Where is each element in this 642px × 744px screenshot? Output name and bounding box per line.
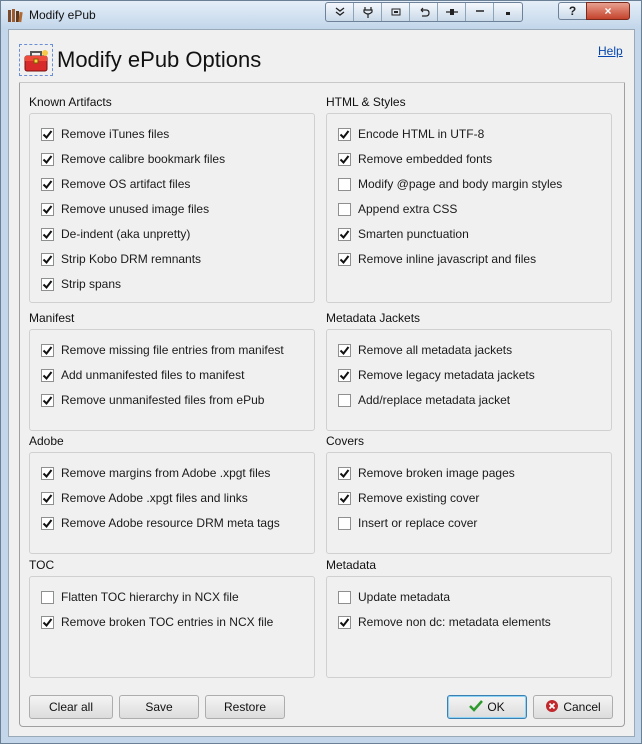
- help-question-button[interactable]: [558, 2, 586, 20]
- checkbox-unchecked-icon[interactable]: [338, 178, 351, 191]
- checkbox-covers-0[interactable]: [338, 465, 515, 481]
- checkbox-checked-icon[interactable]: [338, 253, 351, 266]
- group-label-metadata-jackets: Metadata Jackets: [326, 311, 421, 325]
- checkbox-manifest-0[interactable]: [41, 342, 284, 358]
- group-label-adobe: Adobe: [29, 434, 64, 448]
- checkbox-covers-1[interactable]: [338, 490, 479, 506]
- checkbox-label: Remove OS artifact files: [61, 177, 191, 191]
- checkbox-label: Remove existing cover: [358, 491, 480, 505]
- undo-icon[interactable]: [410, 3, 438, 21]
- group-box-covers: [326, 452, 612, 554]
- checkbox-html-styles-3[interactable]: [338, 201, 457, 217]
- checkbox-checked-icon[interactable]: [41, 228, 54, 241]
- checkbox-manifest-1[interactable]: [41, 367, 244, 383]
- group-box-toc: [29, 576, 315, 678]
- square-icon[interactable]: [382, 3, 410, 21]
- checkbox-checked-icon[interactable]: [338, 228, 351, 241]
- checkbox-label: Remove unused image files: [61, 202, 210, 216]
- checkbox-known-artifacts-6[interactable]: [41, 276, 121, 292]
- checkbox-label: Remove non dc: metadata elements: [358, 615, 551, 629]
- checkbox-checked-icon[interactable]: [338, 344, 351, 357]
- group-label-known-artifacts: Known Artifacts: [29, 95, 112, 109]
- checkbox-label: Remove calibre bookmark files: [61, 152, 226, 166]
- calibre-books-icon: [7, 7, 23, 23]
- checkbox-checked-icon[interactable]: [338, 616, 351, 629]
- checkbox-checked-icon[interactable]: [41, 153, 54, 166]
- checkbox-label: Remove legacy metadata jackets: [358, 368, 535, 382]
- checkbox-label: Modify @page and body margin styles: [358, 177, 563, 191]
- group-label-toc: TOC: [29, 558, 55, 572]
- checkbox-known-artifacts-5[interactable]: [41, 251, 201, 267]
- system-buttons: [558, 2, 630, 22]
- checkbox-unchecked-icon[interactable]: [338, 517, 351, 530]
- checkbox-label: Remove broken TOC entries in NCX file: [61, 615, 274, 629]
- checkbox-unchecked-icon[interactable]: [41, 591, 54, 604]
- checkbox-checked-icon[interactable]: [338, 153, 351, 166]
- connector-icon[interactable]: [438, 3, 466, 21]
- checkbox-adobe-0[interactable]: [41, 465, 270, 481]
- group-label-html-styles: HTML & Styles: [326, 95, 406, 109]
- checkbox-known-artifacts-0[interactable]: [41, 126, 169, 142]
- clear-all-button[interactable]: [29, 695, 113, 719]
- checkbox-checked-icon[interactable]: [41, 344, 54, 357]
- cancel-icon: [545, 699, 559, 716]
- checkbox-checked-icon[interactable]: [41, 253, 54, 266]
- close-icon: ×: [604, 4, 612, 18]
- group-box-manifest: [29, 329, 315, 431]
- checkbox-html-styles-0[interactable]: [338, 126, 484, 142]
- checkbox-label: Flatten TOC hierarchy in NCX file: [61, 590, 239, 604]
- checkbox-checked-icon[interactable]: [41, 467, 54, 480]
- page-title: Modify ePub Options: [57, 47, 262, 72]
- checkbox-checked-icon[interactable]: [41, 128, 54, 141]
- cancel-button[interactable]: [533, 695, 613, 719]
- checkbox-label: Strip spans: [61, 277, 122, 291]
- checkbox-label: Remove Adobe .xpgt files and links: [61, 491, 248, 505]
- checkbox-label: Update metadata: [358, 590, 451, 604]
- dot-icon[interactable]: [494, 3, 522, 21]
- checkbox-html-styles-1[interactable]: [338, 151, 492, 167]
- checkbox-label: Append extra CSS: [358, 202, 458, 216]
- checkbox-label: Add unmanifested files to manifest: [61, 368, 245, 382]
- restore-button[interactable]: [205, 695, 285, 719]
- title-bar[interactable]: [1, 1, 641, 29]
- checkbox-label: Strip Kobo DRM remnants: [61, 252, 202, 266]
- checkbox-checked-icon[interactable]: [338, 467, 351, 480]
- checkbox-adobe-2[interactable]: [41, 515, 280, 531]
- chevrons-down-icon[interactable]: [326, 3, 354, 21]
- checkbox-toc-0[interactable]: [41, 589, 239, 605]
- dialog-buttons: [20, 695, 624, 721]
- checkbox-metadata-0[interactable]: [338, 589, 450, 605]
- checkbox-label: Remove inline javascript and files: [358, 252, 537, 266]
- checkbox-label: Remove broken image pages: [358, 466, 515, 480]
- checkbox-label: Remove Adobe resource DRM meta tags: [61, 516, 280, 530]
- checkbox-label: Remove missing file entries from manifest: [61, 343, 284, 357]
- checkbox-label: Encode HTML in UTF-8: [358, 127, 485, 141]
- checkbox-label: Remove embedded fonts: [358, 152, 493, 166]
- checkbox-checked-icon[interactable]: [41, 394, 54, 407]
- checkbox-known-artifacts-2[interactable]: [41, 176, 190, 192]
- checkmark-icon: [469, 700, 483, 715]
- checkbox-label: Remove iTunes files: [61, 127, 170, 141]
- checkbox-metadata-1[interactable]: [338, 614, 551, 630]
- group-label-manifest: Manifest: [29, 311, 75, 325]
- question-icon: ?: [568, 4, 577, 18]
- group-box-adobe: [29, 452, 315, 554]
- cancel-label: Cancel: [563, 700, 601, 714]
- close-button[interactable]: [586, 2, 630, 20]
- group-box-metadata-jackets: [326, 329, 612, 431]
- plug-icon[interactable]: [354, 3, 382, 21]
- checkbox-toc-1[interactable]: [41, 614, 273, 630]
- checkbox-checked-icon[interactable]: [338, 492, 351, 505]
- checkbox-metadata-jackets-1[interactable]: [338, 367, 535, 383]
- checkbox-adobe-1[interactable]: [41, 490, 248, 506]
- ok-label: OK: [487, 700, 505, 714]
- options-panel: [19, 83, 625, 727]
- checkbox-checked-icon[interactable]: [41, 492, 54, 505]
- checkbox-html-styles-5[interactable]: [338, 251, 536, 267]
- checkbox-checked-icon[interactable]: [41, 369, 54, 382]
- checkbox-unchecked-icon[interactable]: [338, 203, 351, 216]
- window-title: Modify ePub: [29, 8, 96, 22]
- group-label-covers: Covers: [326, 434, 365, 448]
- checkbox-checked-icon[interactable]: [41, 278, 54, 291]
- help-link[interactable]: Help: [598, 44, 623, 58]
- checkbox-label: Add/replace metadata jacket: [358, 393, 511, 407]
- checkbox-checked-icon[interactable]: [41, 616, 54, 629]
- checkbox-label: De-indent (aka unpretty): [61, 227, 191, 241]
- checkbox-metadata-jackets-2[interactable]: [338, 392, 510, 408]
- checkbox-checked-icon[interactable]: [41, 178, 54, 191]
- checkbox-label: Remove all metadata jackets: [358, 343, 513, 357]
- group-box-html-styles: [326, 113, 612, 303]
- checkbox-html-styles-2[interactable]: [338, 176, 562, 192]
- group-label-metadata: Metadata: [326, 558, 377, 572]
- checkbox-covers-2[interactable]: [338, 515, 477, 531]
- restore-label: Restore: [223, 700, 267, 714]
- checkbox-metadata-jackets-0[interactable]: [338, 342, 512, 358]
- checkbox-checked-icon[interactable]: [338, 128, 351, 141]
- checkbox-unchecked-icon[interactable]: [338, 591, 351, 604]
- checkbox-label: Smarten punctuation: [358, 227, 469, 241]
- checkbox-checked-icon[interactable]: [338, 369, 351, 382]
- checkbox-label: Remove margins from Adobe .xpgt files: [61, 466, 271, 480]
- minus-icon[interactable]: [466, 3, 494, 21]
- checkbox-checked-icon[interactable]: [41, 203, 54, 216]
- checkbox-known-artifacts-3[interactable]: [41, 201, 209, 217]
- dialog-body: [8, 29, 635, 737]
- checkbox-checked-icon[interactable]: [41, 517, 54, 530]
- extra-window-buttons: [325, 2, 523, 22]
- checkbox-manifest-2[interactable]: [41, 392, 264, 408]
- save-button[interactable]: [119, 695, 199, 719]
- group-box-metadata: [326, 576, 612, 678]
- ok-button[interactable]: [447, 695, 527, 719]
- checkbox-known-artifacts-1[interactable]: [41, 151, 225, 167]
- checkbox-unchecked-icon[interactable]: [338, 394, 351, 407]
- save-label: Save: [145, 700, 173, 714]
- checkbox-html-styles-4[interactable]: [338, 226, 469, 242]
- epub-toolbox-icon: [19, 44, 53, 76]
- checkbox-label: Remove unmanifested files from ePub: [61, 393, 265, 407]
- clear-all-label: Clear all: [48, 700, 93, 714]
- checkbox-label: Insert or replace cover: [358, 516, 478, 530]
- checkbox-known-artifacts-4[interactable]: [41, 226, 190, 242]
- group-box-known-artifacts: [29, 113, 315, 303]
